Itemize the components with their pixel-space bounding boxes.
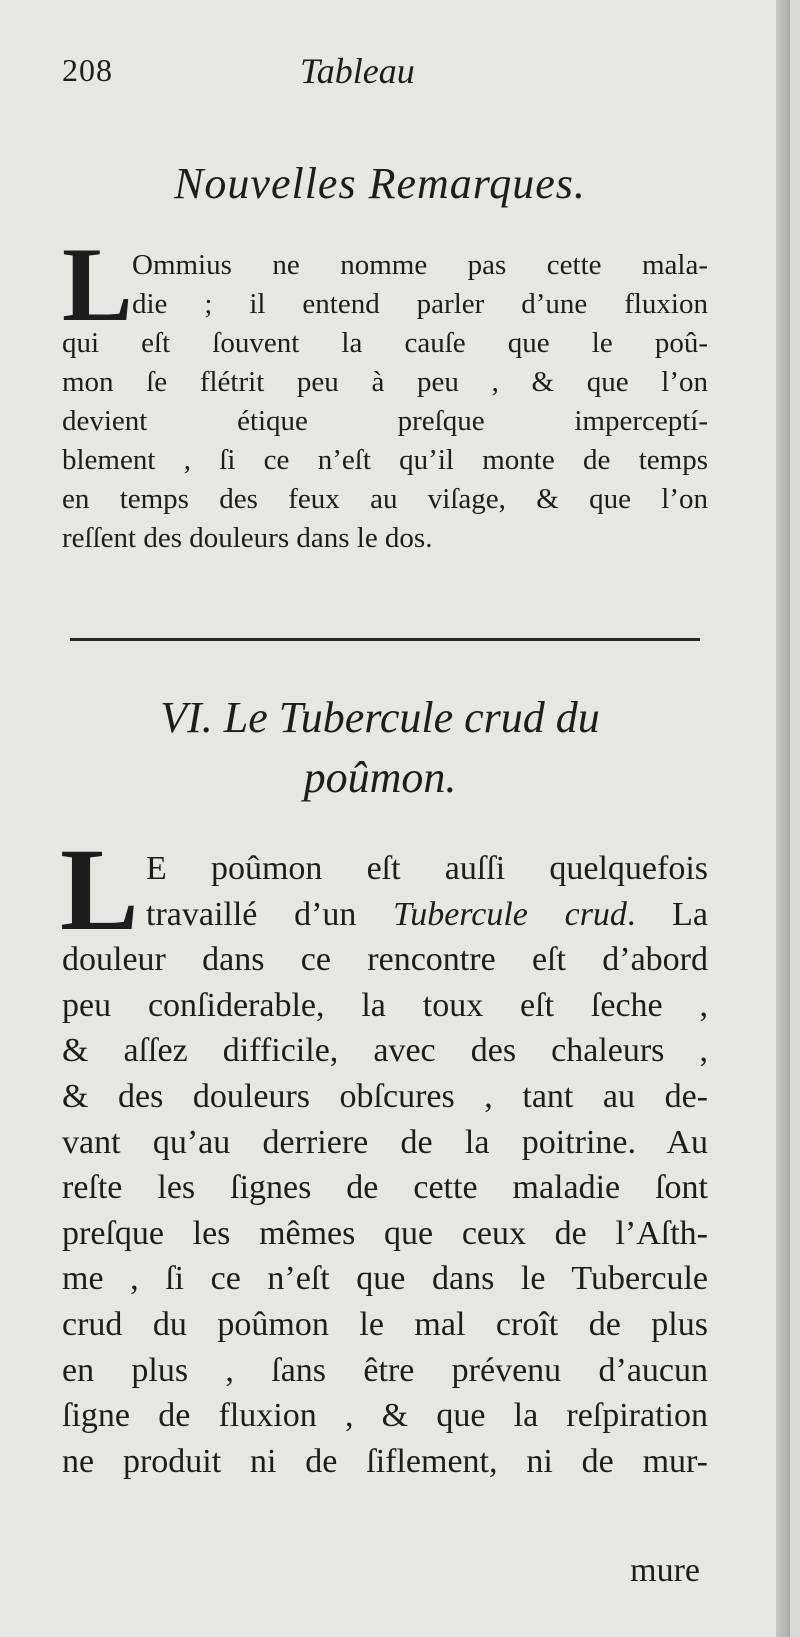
text-line: me , ſi ce n’eſt que dans le Tubercule xyxy=(62,1260,708,1298)
text-run: . La xyxy=(626,895,709,933)
section-divider xyxy=(70,638,700,641)
text-line: & des douleurs obſcures , tant au de- xyxy=(62,1077,708,1115)
text-line: peu conſiderable, la toux eſt ſeche , xyxy=(62,986,708,1024)
article-title-line: VI. Le Tubercule crud du xyxy=(160,693,600,742)
italic-term: Tubercule crud xyxy=(393,895,627,933)
text-line: & aſſez difficile, avec des chaleurs , xyxy=(62,1032,708,1070)
text-line: devient étique preſque imperceptí- xyxy=(62,405,708,437)
remark-paragraph xyxy=(62,246,708,558)
article-title xyxy=(0,688,760,808)
text-line: reſſent des douleurs dans le dos. xyxy=(62,522,433,554)
text-line: preſque les mêmes que ceux de l’Aſth- xyxy=(62,1214,708,1252)
text-line: vant qu’au derriere de la poitrine. Au xyxy=(62,1123,708,1161)
page-gutter xyxy=(776,0,790,1637)
article-title-line: poûmon. xyxy=(303,753,457,802)
text-line: ſigne de fluxion , & que la reſpiration xyxy=(62,1397,708,1435)
section-title: Nouvelles Remarques. xyxy=(174,159,586,208)
text-line: douleur dans ce rencontre eſt d’abord xyxy=(62,941,708,979)
drop-cap: L xyxy=(62,226,133,343)
text-run: travaillé d’un xyxy=(146,895,394,933)
article-paragraph xyxy=(62,846,708,1484)
text-line: crud du poûmon le mal croît de plus xyxy=(62,1305,708,1343)
text-line xyxy=(62,892,708,938)
text-line: E poûmon eſt auſſi quelquefois xyxy=(146,850,708,887)
text-line: Ommius ne nomme pas cette mala- xyxy=(132,249,708,281)
drop-cap: L xyxy=(60,824,139,955)
text-line: die ; il entend parler d’une fluxion xyxy=(132,288,708,320)
text-line: qui eſt ſouvent la cauſe que le poû- xyxy=(62,327,708,359)
text-line: ne produit ni de ſiflement, ni de mur- xyxy=(62,1442,708,1480)
text-line: blement , ſi ce n’eſt qu’il monte de temps xyxy=(62,444,708,476)
text-line: reſte les ſignes de cette maladie ſont xyxy=(62,1169,708,1207)
running-head: Tableau xyxy=(300,51,415,91)
catchword: mure xyxy=(630,1552,700,1589)
text-line: en plus , ſans être prévenu d’aucun xyxy=(62,1351,708,1389)
text-line: en temps des feux au viſage, & que l’on xyxy=(62,483,708,515)
text-line: mon ſe flétrit peu à peu , & que l’on xyxy=(62,366,708,398)
page-number: 208 xyxy=(62,52,113,88)
